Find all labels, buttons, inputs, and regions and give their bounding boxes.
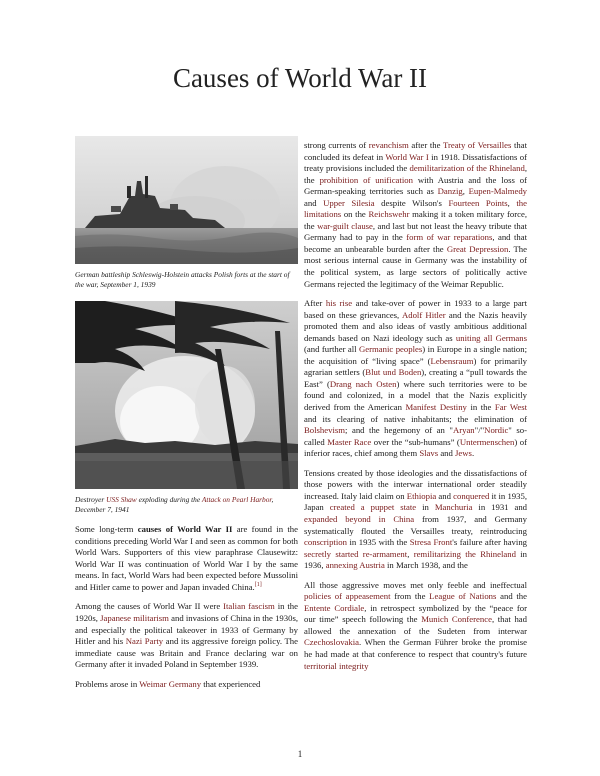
- body-paragraph: Tensions created by those ideologies and the dissatisfactions of those powers with the interwar international order steadily increased. Italy laid claim on Ethiopia and conquered it in 1935, Japan created a puppet state in Manchuria in 1931 and expanded beyond in China from 1937, and Germany systematically flouted the Versailles treaty, reintroducing conscription in 1935 with the Stresa Front's failure after having secretly started re-armament, remilitarizing the Rhineland in 1936, annexing Austria in March 1938, and the: [304, 467, 528, 571]
- link[interactable]: policies of appeasement: [304, 591, 391, 602]
- body-paragraph: After his rise and take-over of power in 1933 to a large part based on these grievances, Adolf Hitler and the Nazis heavily promoted them and also ideas of vastly ambitious additional demands based on Nazi ideology such as uniting all Germans (and further all Germanic peoples) in Europe in a single nation; the acquisition of “living space” (Lebensraum) for primarily agrarian settlers (Blut und Boden), creating a “pull towards the East” (Drang nach Osten) where such territories were to be found and colonized, in a model that the Nazis explicitly derived from the American Manifest Destiny in the Far West and its clearing of native inhabitants; the elimination of Bolshevism; and the hegemony of an "Aryan"/"Nordic" so-called Master Race over the “sub-humans” (Untermenschen) of inferior races, chief among them Slavs and Jews.: [304, 298, 528, 459]
- link[interactable]: Blut und Boden: [365, 367, 422, 378]
- body-paragraph: Problems arose in Weimar Germany that experienced: [75, 678, 261, 689]
- link[interactable]: Italian fascism: [223, 601, 275, 612]
- link[interactable]: Drang nach Osten: [329, 378, 397, 389]
- link[interactable]: conquered: [453, 490, 490, 501]
- link[interactable]: Danzig: [437, 186, 463, 197]
- link[interactable]: Far West: [494, 402, 528, 413]
- link[interactable]: Great Depression: [446, 243, 509, 254]
- body-paragraph: Some long-term causes of World War II are found in the conditions preceding World War I and seen as common for both World Wars. Supporters of this view paraphrase Clausewitz: World War II was continuation of World War I by the same means. In fact, World Wars had been expected before Mussolini and Hitler came to power and Japan invaded China.[1]: [75, 524, 298, 592]
- link[interactable]: Germanic peoples: [359, 344, 423, 355]
- link[interactable]: his rise: [325, 298, 353, 309]
- link[interactable]: secretly started re-armament: [304, 548, 408, 559]
- link[interactable]: Aryan: [452, 425, 475, 436]
- figure-battleship: [75, 136, 298, 264]
- link[interactable]: Treaty of Versailles: [442, 140, 512, 150]
- link[interactable]: League of Nations: [429, 591, 497, 602]
- link[interactable]: Nordic: [484, 425, 509, 436]
- link[interactable]: Jews: [455, 448, 472, 459]
- link[interactable]: Manchuria: [434, 502, 473, 513]
- link[interactable]: Czechoslovakia: [304, 637, 360, 648]
- link[interactable]: annexing Austria: [325, 560, 385, 571]
- link[interactable]: Stresa Front: [409, 537, 453, 548]
- body-paragraph: strong currents of revanchism after the Treaty of Versailles that concluded its defeat in World War I in 1918. Dissatisfactions of treaty provisions included the demilitarization of the Rhineland, the prohibition of unification with Austria and the loss of German-speaking territories such as Danzig, Eupen-Malmedy and Upper Silesia despite Wilson's Fourteen Points, the limitations on the Reichswehr making it a token military force, the war-guilt clause, and last but not least the heavy tribute that Germany had to pay in the form of war reparations, and that become an unbearable burden after the Great Depression. The most serious internal cause in Germany was the instability of the political system, as large sectors of politically active Germans rejected the legitimacy of the Weimar Republic.: [304, 140, 528, 289]
- right-column: [304, 140, 527, 680]
- page-number: 1: [297, 749, 303, 759]
- link[interactable]: Nazi Party: [125, 636, 164, 647]
- link[interactable]: prohibition of unification: [319, 174, 413, 185]
- link[interactable]: Fourteen Points: [448, 197, 508, 208]
- link[interactable]: USS Shaw: [106, 494, 137, 504]
- link[interactable]: Manifest Destiny: [405, 402, 467, 413]
- link[interactable]: Lebensraum: [430, 355, 474, 366]
- battleship-photo-icon: [75, 136, 298, 264]
- body-paragraph: Among the causes of World War II were Italian fascism in the 1920s, Japanese militarism and invasions of China in the 1930s, and especially the political takeover in 1933 of Germany by Hitler and his Nazi Party and its aggressive foreign policy. The immediate cause was Britain and France declaring war on Germany after it invaded Poland in September 1939.: [75, 601, 298, 670]
- link[interactable]: territorial integrity: [304, 660, 369, 671]
- link[interactable]: demilitarization of the Rhineland: [409, 163, 525, 174]
- footnote-link[interactable]: [1]: [254, 582, 262, 589]
- link[interactable]: Ethiopia: [406, 490, 437, 501]
- figure-caption: Destroyer USS Shaw exploding during the Attack on Pearl Harbor, December 7, 1941: [75, 494, 274, 514]
- link[interactable]: created a puppet state: [329, 502, 417, 513]
- link[interactable]: Slavs: [419, 448, 439, 459]
- left-column: [75, 136, 298, 698]
- link[interactable]: Attack on Pearl Harbor: [201, 494, 272, 504]
- link[interactable]: conscription: [304, 537, 347, 548]
- link[interactable]: form of war reparations: [406, 232, 493, 243]
- link[interactable]: expanded beyond in China: [304, 513, 415, 524]
- link[interactable]: Entente Cordiale: [304, 602, 365, 613]
- link[interactable]: Bolshevism: [304, 425, 346, 436]
- link[interactable]: Weimar Germany: [139, 678, 202, 689]
- link[interactable]: war-guilt clause: [317, 220, 373, 231]
- link[interactable]: Untermenschen: [459, 436, 515, 447]
- link[interactable]: Japanese militarism: [100, 613, 169, 624]
- link[interactable]: Munich Conference: [421, 614, 492, 625]
- body-paragraph: All those aggressive moves met only feeble and ineffectual policies of appeasement from the League of Nations and the Entente Cordiale, in retrospect symbolized by the “peace for our time” speech following the Munich Conference, that had allowed the annexation of the Sudeten from interwar Czechoslovakia. When the German Führer broke the promise he had made at that conference to respect that country's future territorial integrity: [304, 579, 527, 671]
- link[interactable]: Adolf Hitler: [401, 309, 446, 320]
- link[interactable]: the limitations: [304, 197, 527, 220]
- link[interactable]: Eupen-Malmedy: [468, 186, 528, 197]
- link[interactable]: Reichswehr: [368, 209, 410, 220]
- figure-pearl-harbor: [75, 301, 298, 489]
- link[interactable]: World War I: [385, 151, 429, 162]
- pearl-harbor-photo-icon: [75, 301, 298, 489]
- page-title: Causes of World War II: [172, 63, 428, 93]
- link[interactable]: Upper Silesia: [323, 197, 375, 208]
- link[interactable]: Master Race: [327, 436, 372, 447]
- link[interactable]: remilitarizing the Rhineland: [413, 548, 516, 559]
- link[interactable]: uniting all Germans: [455, 332, 527, 343]
- figure-caption: German battleship Schleswig-Holstein attacks Polish forts at the start of the war, September 1, 1939: [75, 270, 290, 290]
- link[interactable]: revanchism: [368, 140, 409, 150]
